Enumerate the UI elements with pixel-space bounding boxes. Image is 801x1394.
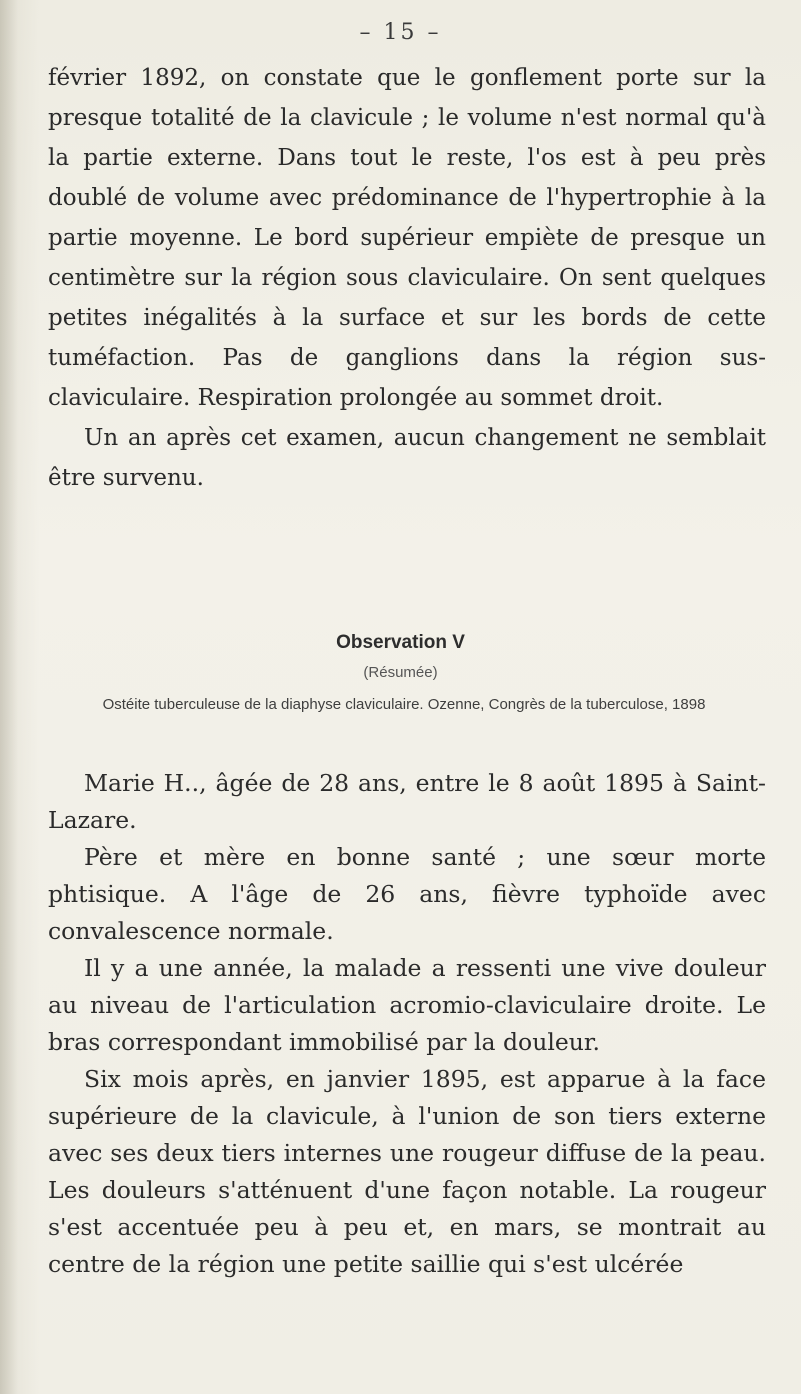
- observation-paragraph-4: Six mois après, en janvier 1895, est apparue à la face supérieure de la clavicule, à l'union de son tiers externe avec ses deux tiers internes une rougeur diffuse de la peau. Les douleurs s'atténuent d'une façon notable. La rougeur s'est accentuée peu à peu et, en mars, se montrait au centre de la région une petite saillie qui s'est ulcérée: [48, 1065, 766, 1278]
- observation-body: [48, 765, 766, 1283]
- page-number: – 15 –: [359, 20, 442, 45]
- observation-paragraph-1: Marie H.., âgée de 28 ans, entre le 8 août 1895 à Saint-Lazare.: [48, 769, 766, 834]
- continuation-text: [48, 58, 766, 498]
- observation-title: Observation V: [336, 632, 465, 653]
- observation-subtitle: (Résumée): [363, 664, 438, 681]
- observation-paragraph-3: Il y a une année, la malade a ressenti une vive douleur au niveau de l'articulation acromio-claviculaire droite. Le bras correspondant immobilisé par la douleur.: [48, 954, 766, 1056]
- binding-shadow: [0, 0, 18, 1394]
- continuation-paragraph-2: Un an après cet examen, aucun changement ne semblait être survenu.: [48, 425, 766, 491]
- observation-source: Ostéite tuberculeuse de la diaphyse claviculaire. Ozenne, Congrès de la tuberculose, 1898: [102, 696, 706, 713]
- observation-paragraph-2: Père et mère en bonne santé ; une sœur morte phtisique. A l'âge de 26 ans, fièvre typhoïde avec convalescence normale.: [48, 843, 766, 945]
- continuation-paragraph-1: février 1892, on constate que le gonflement porte sur la presque totalité de la clavicule ; le volume n'est normal qu'à la partie externe. Dans tout le reste, l'os est à peu près doublé de volume avec prédominance de l'hypertrophie à la partie moyenne. Le bord supérieur empiète de presque un centimètre sur la région sous claviculaire. On sent quelques petites inégalités à la surface et sur les bords de cette tuméfaction. Pas de ganglions dans la région sus-claviculaire. Respiration prolongée au sommet droit.: [48, 65, 766, 411]
